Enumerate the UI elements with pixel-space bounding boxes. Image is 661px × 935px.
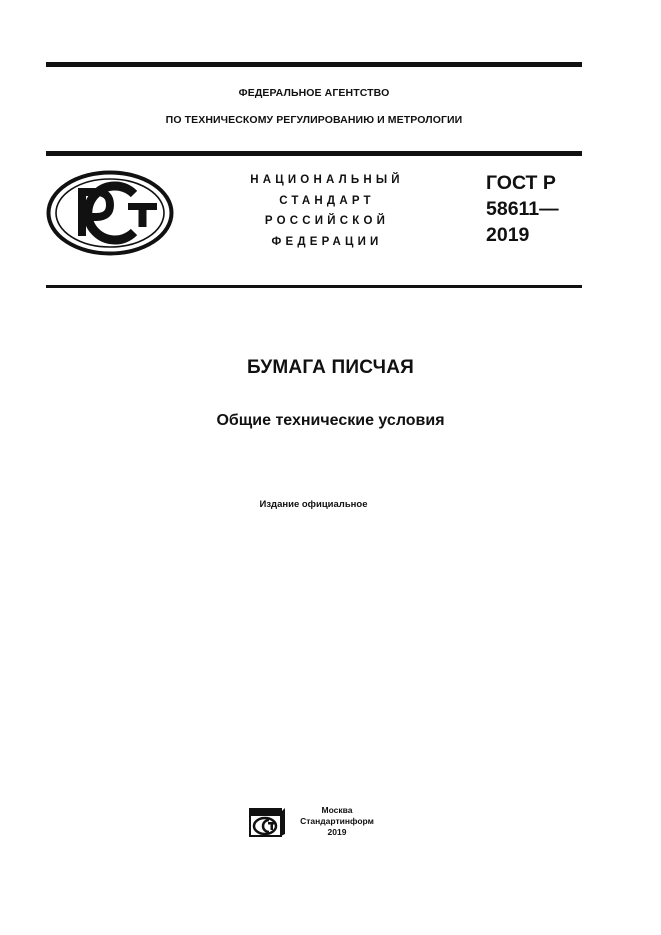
agency-name-line2: ПО ТЕХНИЧЕСКОМУ РЕГУЛИРОВАНИЮ И МЕТРОЛОГИИ: [165, 114, 463, 126]
document-title: БУМАГА ПИСЧАЯ: [246, 357, 414, 378]
edition-label: Издание официальное: [259, 499, 368, 510]
designation-line3: 2019: [486, 224, 530, 246]
standard-designation: [486, 170, 586, 248]
document-subtitle: Общие технические условия: [216, 412, 445, 429]
standard-type-line: РОССИЙСКОЙ: [264, 215, 390, 227]
publisher-name: Стандартинформ: [300, 816, 374, 826]
publisher-city: Москва: [321, 805, 353, 815]
middle-rule: [46, 151, 582, 156]
top-rule: [46, 62, 582, 67]
publisher-imprint: [292, 805, 382, 838]
standard-type-line: СТАНДАРТ: [279, 194, 375, 207]
agency-name-line1: ФЕДЕРАЛЬНОЕ АГЕНТСТВО: [238, 87, 390, 99]
standartinform-logo-icon: [249, 806, 286, 838]
publisher-year: 2019: [327, 827, 347, 837]
rst-gost-emblem-icon: [46, 170, 174, 256]
standard-type-line: НАЦИОНАЛЬНЫЙ: [250, 174, 404, 186]
standard-type-line: ФЕДЕРАЦИИ: [271, 235, 383, 248]
designation-line1: ГОСТ Р: [486, 172, 556, 194]
bottom-rule: [46, 285, 582, 288]
standard-type: [218, 170, 436, 252]
designation-line2: 58611—: [486, 198, 559, 220]
